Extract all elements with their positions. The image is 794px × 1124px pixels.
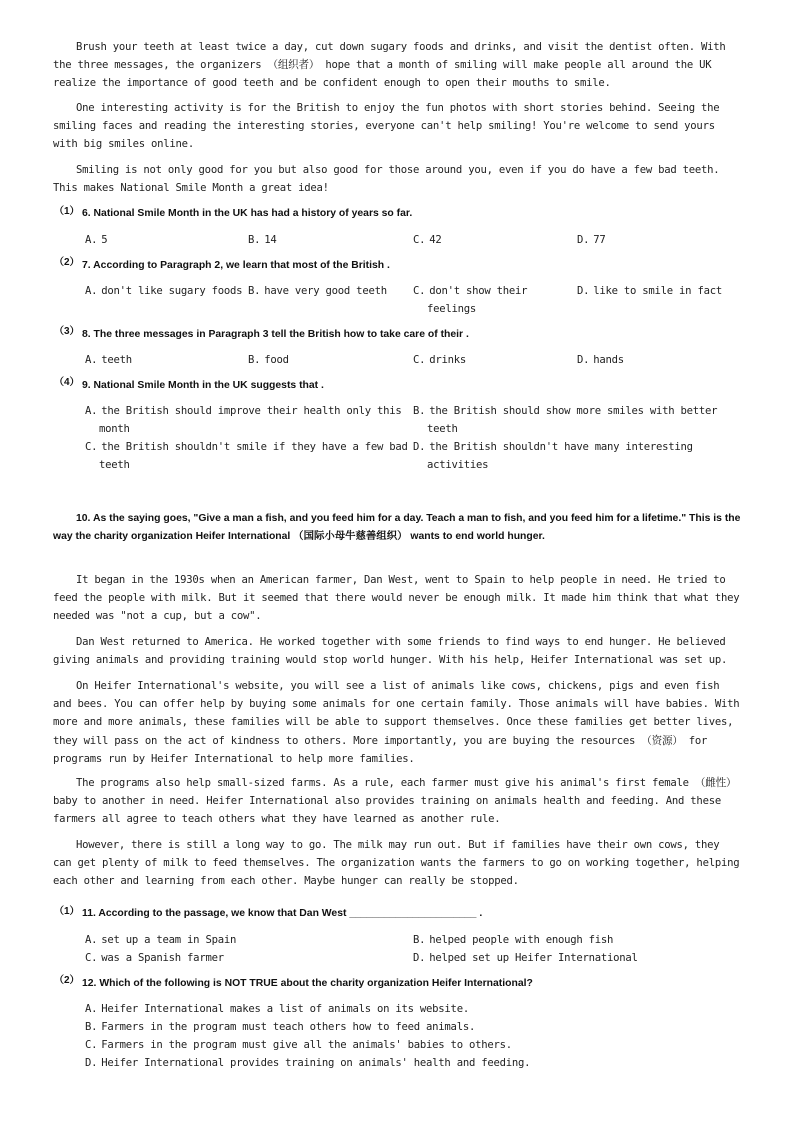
- option-text: helped set up Heifer International: [429, 952, 638, 964]
- option-label: A.: [85, 285, 98, 297]
- option-d[interactable]: [85, 1054, 530, 1072]
- option-a[interactable]: [85, 231, 107, 249]
- option-text: don't show their feelings: [427, 285, 528, 315]
- option-a[interactable]: [85, 402, 419, 438]
- option-a[interactable]: [85, 351, 132, 369]
- option-label: D.: [577, 354, 590, 366]
- option-label: A.: [85, 405, 98, 417]
- option-text: food: [264, 354, 289, 366]
- question-8-text: 8. The three messages in Paragraph 3 tell the British how to take care of their .: [82, 329, 469, 340]
- option-label: D.: [85, 1057, 98, 1069]
- option-c[interactable]: [85, 1036, 512, 1054]
- option-text: hands: [593, 354, 624, 366]
- option-label: D.: [413, 952, 426, 964]
- question-number: （2）: [54, 257, 80, 268]
- option-label: C.: [85, 952, 98, 964]
- option-label: C.: [413, 234, 426, 246]
- option-label: A.: [85, 234, 98, 246]
- option-label: C.: [413, 354, 426, 366]
- option-text: the British shouldn't have many interesting activities: [427, 441, 693, 471]
- option-d[interactable]: [577, 282, 722, 300]
- option-b[interactable]: [248, 351, 289, 369]
- option-text: don't like sugary foods: [101, 285, 243, 297]
- option-b[interactable]: [248, 282, 387, 300]
- option-text: Heifer International makes a list of animals on its website.: [101, 1003, 469, 1015]
- passage2-paragraph-1: It began in the 1930s when an American farmer, Dan West, went to Spain to help people in need. He tried to feed the people with milk. But it seemed that there would never be enough milk. It made him think that what they needed was "not a cup, but a cow".: [53, 574, 740, 623]
- option-d[interactable]: [577, 351, 624, 369]
- option-label: B.: [248, 234, 261, 246]
- option-text: Farmers in the program must give all the animals' babies to others.: [101, 1039, 512, 1051]
- option-b[interactable]: [413, 402, 747, 438]
- option-label: D.: [577, 234, 590, 246]
- option-text: Heifer International provides training on animals' health and feeding.: [101, 1057, 531, 1069]
- option-label: C.: [85, 441, 98, 453]
- option-label: D.: [413, 441, 426, 453]
- option-text: teeth: [101, 354, 132, 366]
- option-text: like to smile in fact: [593, 285, 722, 297]
- option-d[interactable]: [413, 949, 638, 967]
- option-text: the British should show more smiles with better teeth: [427, 405, 718, 435]
- question-number: （4）: [54, 377, 80, 388]
- option-text: 5: [101, 234, 108, 246]
- option-label: C.: [85, 1039, 98, 1051]
- passage2-intro: 10. As the saying goes, "Give a man a fish, and you feed him for a day. Teach a man to fish, and you feed him for a lifetime." This is the way the charity organization Heifer International （国际小母牛慈善组织） wants to end world hunger.: [53, 513, 741, 543]
- option-text: drinks: [429, 354, 467, 366]
- question-7-text: 7. According to Paragraph 2, we learn that most of the British .: [82, 260, 390, 271]
- option-text: 14: [264, 234, 277, 246]
- question-12-text: 12. Which of the following is NOT TRUE about the charity organization Heifer International?: [82, 978, 533, 989]
- question-number: （3）: [54, 326, 80, 337]
- option-label: C.: [413, 285, 426, 297]
- option-text: Farmers in the program must teach others how to feed animals.: [101, 1021, 476, 1033]
- option-label: B.: [413, 934, 426, 946]
- option-c[interactable]: [85, 438, 424, 474]
- passage1-paragraph-1: Brush your teeth at least twice a day, cut down sugary foods and drinks, and visit the dentist often. With the three messages, the organizers （组织者） hope that a month of smiling will make people all around the UK realize the importance of good teeth and be confident enough to open their mouths to smile.: [53, 41, 726, 90]
- option-text: the British shouldn't smile if they have a few bad teeth: [99, 441, 408, 471]
- passage1-paragraph-2: One interesting activity is for the British to enjoy the fun photos with short stories behind. Seeing the smiling faces and reading the interesting stories, everyone can't help smiling! You're welcome to send yours with big smiles online.: [53, 102, 720, 151]
- option-c[interactable]: [413, 231, 442, 249]
- passage2-paragraph-3: On Heifer International's website, you will see a list of animals like cows, chickens, pigs and even fish and bees. You can offer help by buying some animals for one certain family. Those animals will have babies. With more and more animals, these families will be able to support themselves. Once these families get better lives, they will pass on the act of kindness to others. More importantly, you are buying the resources （资源） for programs run by Heifer International to help more families.: [53, 680, 740, 765]
- option-text: set up a team in Spain: [101, 934, 237, 946]
- passage2-paragraph-5: However, there is still a long way to go. The milk may run out. But if families have their own cows, they can get plenty of milk to feed themselves. The organization wants the farmers to go on working together, helping each other and learning from each other. Maybe hunger can really be stopped.: [53, 839, 740, 888]
- question-9-text: 9. National Smile Month in the UK suggests that .: [82, 380, 324, 391]
- option-b[interactable]: [85, 1018, 475, 1036]
- option-label: B.: [248, 354, 261, 366]
- passage2-paragraph-4: The programs also help small-sized farms. As a rule, each farmer must give his animal's first female （雌性） baby to another in need. Heifer International also provides training on animals health and feeding. And these farmers all agree to teach others what they have learned as another rule.: [53, 777, 737, 826]
- option-text: helped people with enough fish: [429, 934, 614, 946]
- option-c[interactable]: [85, 949, 224, 967]
- option-text: 77: [593, 234, 606, 246]
- option-a[interactable]: [85, 931, 236, 949]
- option-text: the British should improve their health only this month: [99, 405, 402, 435]
- option-label: B.: [413, 405, 426, 417]
- option-d[interactable]: [413, 438, 747, 474]
- question-11-text: 11. According to the passage, we know that Dan West ______________________ .: [82, 908, 483, 919]
- question-number: （1）: [54, 906, 80, 917]
- option-d[interactable]: [577, 231, 606, 249]
- option-c[interactable]: [413, 351, 466, 369]
- option-a[interactable]: [85, 282, 242, 300]
- option-text: was a Spanish farmer: [101, 952, 224, 964]
- passage1-paragraph-3: Smiling is not only good for you but also good for those around you, even if you do have a few bad teeth. This makes National Smile Month a great idea!: [53, 164, 720, 195]
- option-label: A.: [85, 354, 98, 366]
- option-label: A.: [85, 934, 98, 946]
- option-a[interactable]: [85, 1000, 469, 1018]
- option-b[interactable]: [413, 931, 613, 949]
- question-number: （2）: [54, 975, 80, 986]
- option-b[interactable]: [248, 231, 277, 249]
- question-6-text: 6. National Smile Month in the UK has had a history of years so far.: [82, 208, 413, 219]
- option-text: have very good teeth: [264, 285, 387, 297]
- question-number: （1）: [54, 206, 80, 217]
- option-label: A.: [85, 1003, 98, 1015]
- option-c[interactable]: [413, 282, 552, 318]
- option-text: 42: [429, 234, 442, 246]
- passage2-paragraph-2: Dan West returned to America. He worked together with some friends to find ways to end hunger. He believed giving animals and providing training would stop world hunger. With his help, Heifer International was set up.: [53, 636, 728, 667]
- option-label: B.: [248, 285, 261, 297]
- option-label: D.: [577, 285, 590, 297]
- option-label: B.: [85, 1021, 98, 1033]
